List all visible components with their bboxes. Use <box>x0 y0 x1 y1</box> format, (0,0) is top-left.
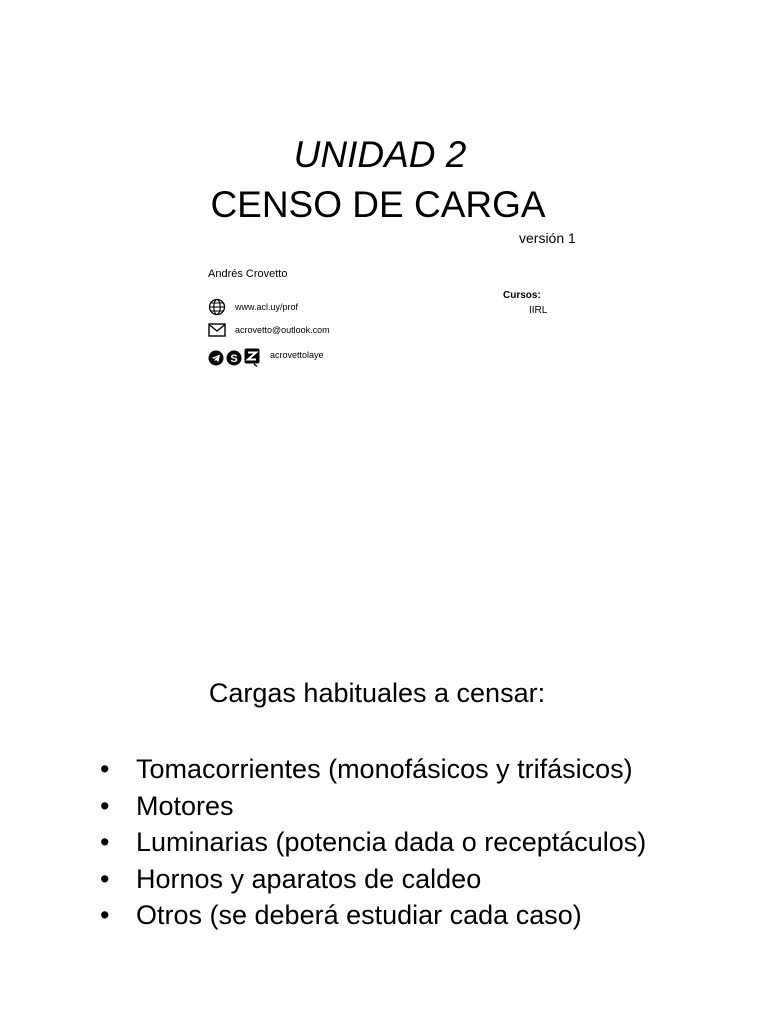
load-list <box>100 751 646 934</box>
bullet-marker: • <box>100 790 110 821</box>
social-icons <box>208 348 261 367</box>
list-item <box>100 788 646 825</box>
email-link[interactable]: acrovetto@outlook.com <box>235 325 330 335</box>
page-title: CENSO DE CARGA <box>210 184 546 225</box>
svg-text:S: S <box>230 352 238 365</box>
website-link[interactable]: www.acl.uy/prof <box>235 302 299 312</box>
contact-social[interactable] <box>208 348 324 367</box>
version-label: versión 1 <box>519 230 576 246</box>
zoom-icon <box>244 348 261 367</box>
list-item-text: Otros (se deberá estudiar cada caso) <box>136 900 582 930</box>
globe-icon <box>208 298 226 316</box>
bullet-marker: • <box>100 754 110 784</box>
skype-icon <box>226 350 242 366</box>
list-item-text: Tomacorrientes (monofásicos y trifásicos) <box>136 754 633 784</box>
list-item-text: Luminarias (potencia dada o receptáculos) <box>136 827 647 857</box>
envelope-icon <box>208 323 226 337</box>
courses-value: IIRL <box>529 305 548 316</box>
contact-email[interactable] <box>208 323 330 337</box>
bullet-marker: • <box>100 863 110 894</box>
list-item-text: Hornos y aparatos de caldeo <box>136 863 482 894</box>
section-heading: Cargas habituales a censar: <box>208 678 546 708</box>
list-item-text: Motores <box>136 790 234 821</box>
list-item <box>100 861 646 898</box>
bullet-marker: • <box>100 900 110 930</box>
telegram-icon <box>208 350 224 366</box>
bullet-marker: • <box>100 827 110 857</box>
list-item <box>100 897 646 934</box>
social-handle[interactable]: acrovettolaye <box>270 349 324 360</box>
author-name: Andrés Crovetto <box>208 268 288 280</box>
unit-title: UNIDAD 2 <box>293 134 467 175</box>
contact-web[interactable] <box>208 298 298 316</box>
courses-label: Cursos: <box>503 290 541 301</box>
list-item <box>100 751 646 788</box>
list-item <box>100 824 646 861</box>
